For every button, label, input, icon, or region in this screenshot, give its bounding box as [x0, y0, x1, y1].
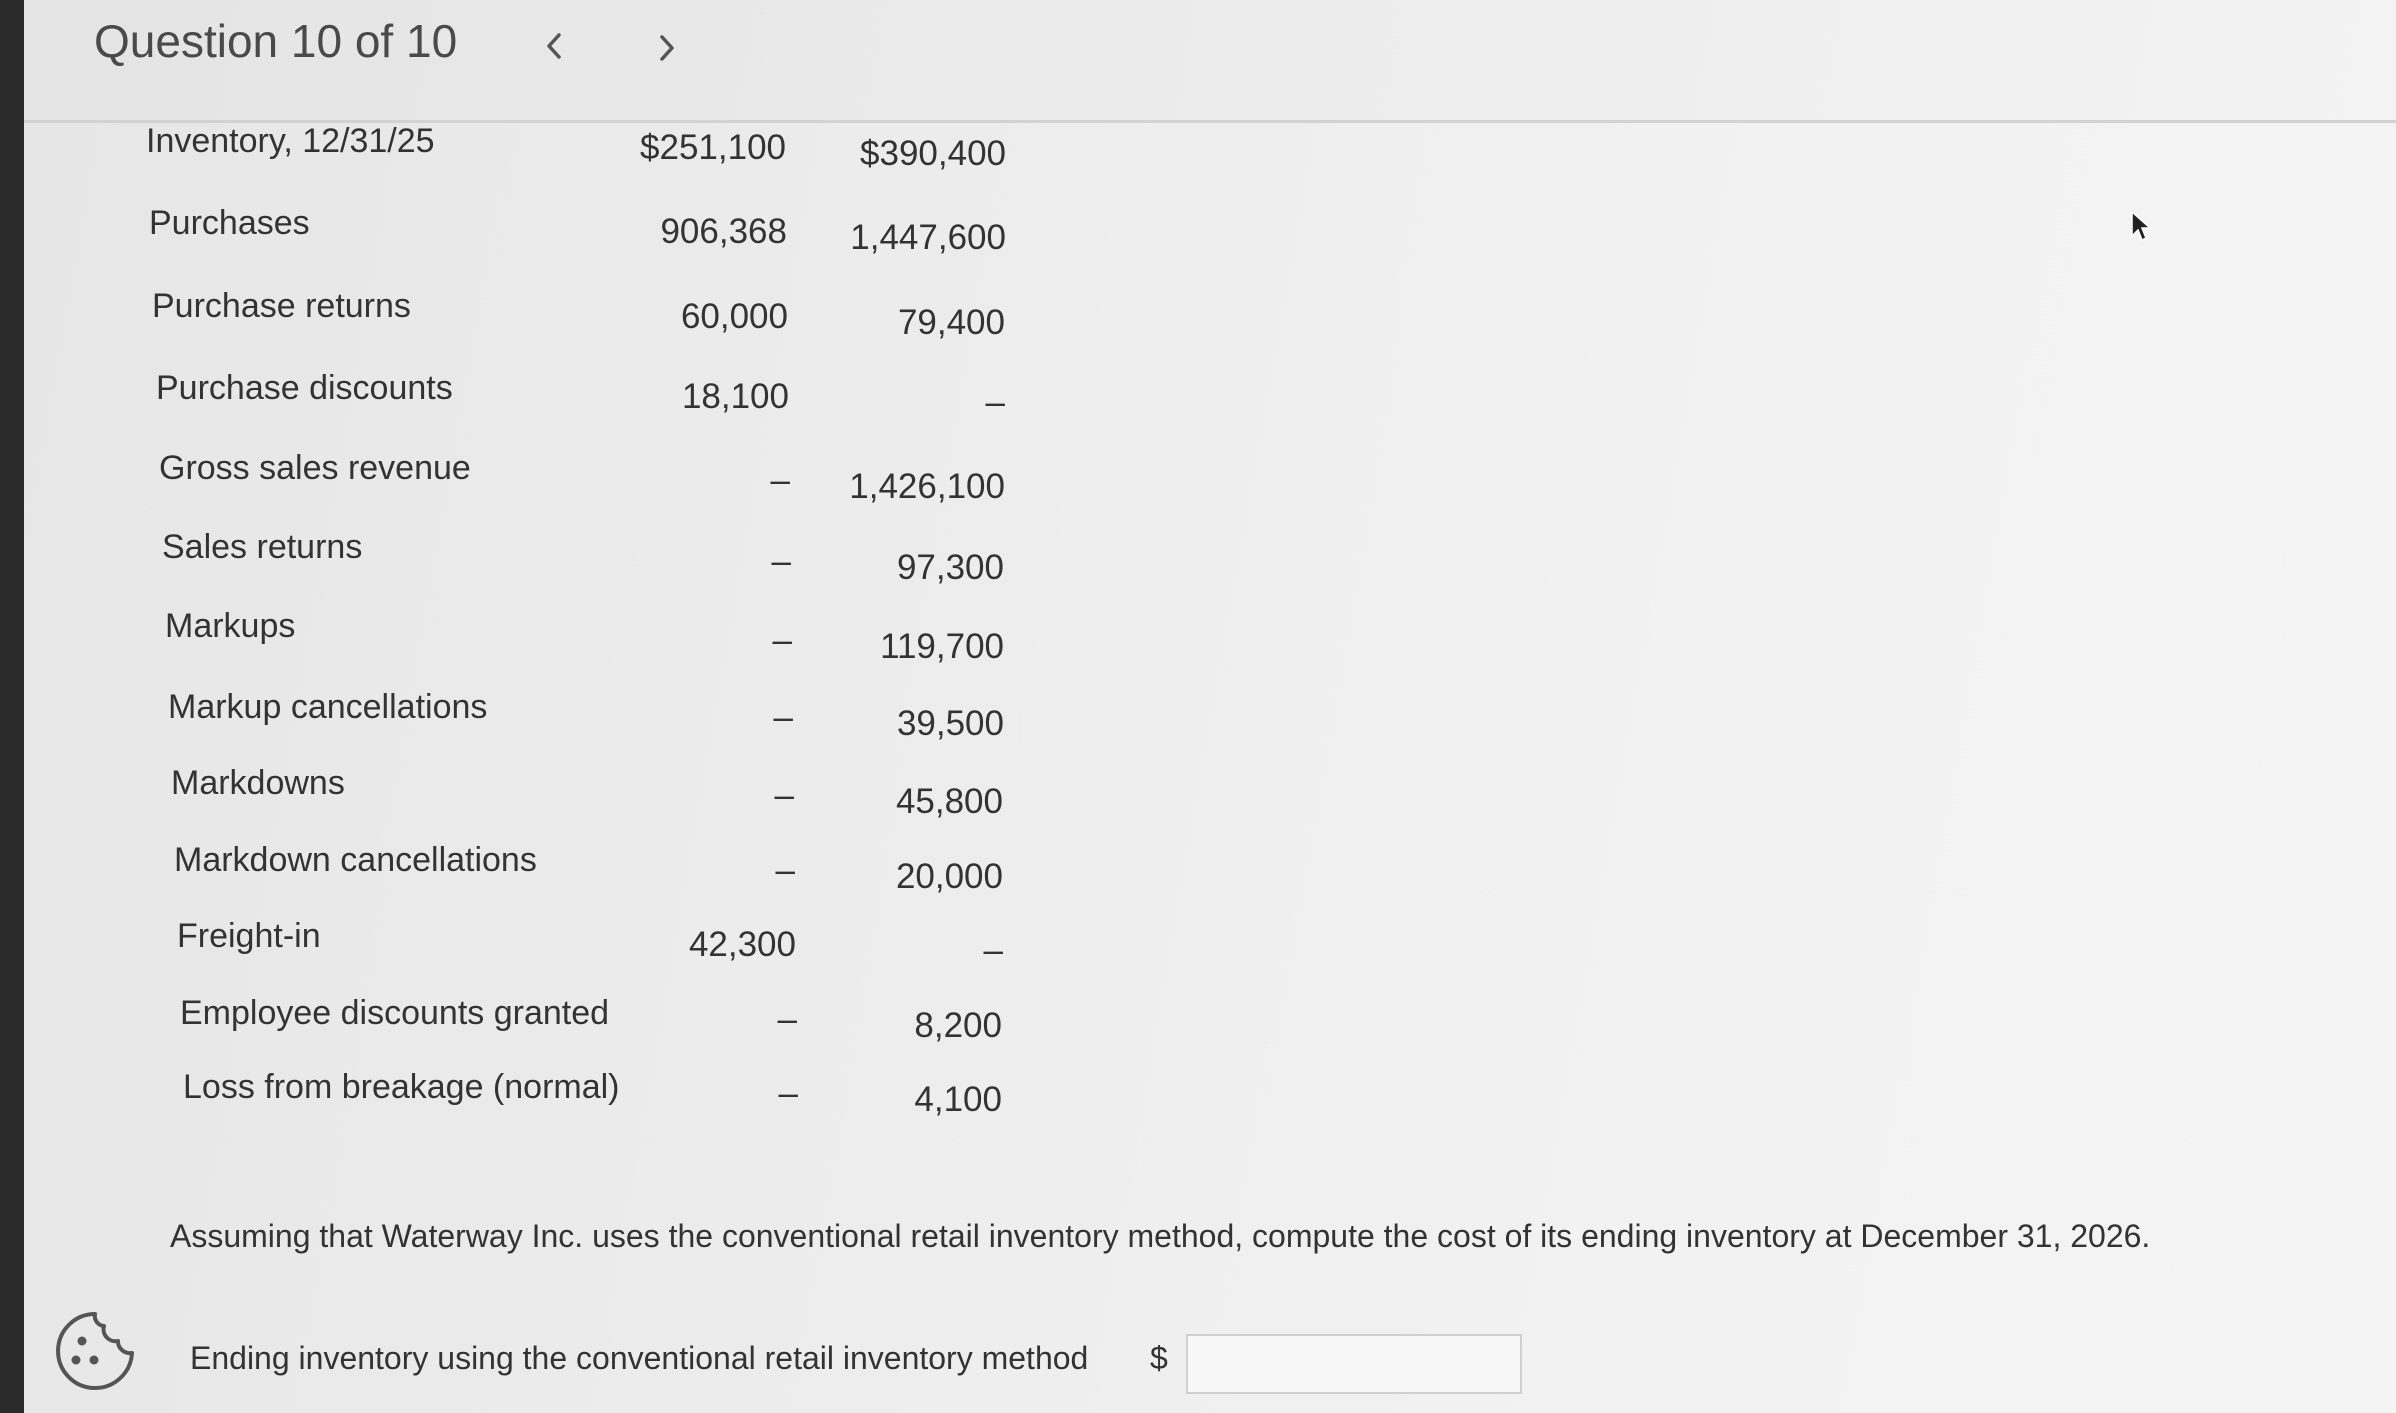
retail-cell: 39,500 — [896, 704, 1004, 743]
currency-symbol: $ — [1150, 1340, 1168, 1376]
retail-cell: 119,700 — [880, 627, 1004, 666]
question-counter: Question 10 of 10 — [94, 15, 458, 67]
cost-cell: 906,368 — [660, 212, 787, 251]
cost-cell: 60,000 — [680, 297, 788, 336]
cost-cell: – — [773, 698, 793, 737]
retail-cell: 1,426,100 — [849, 467, 1005, 506]
cookie-icon — [52, 1308, 138, 1394]
row-label: Markups — [165, 607, 296, 645]
row-label: Purchase discounts — [156, 369, 453, 407]
cost-cell: 42,300 — [688, 925, 796, 964]
retail-cell: 45,800 — [895, 782, 1003, 821]
row-label: Freight-in — [177, 917, 321, 955]
row-label: Sales returns — [162, 528, 363, 566]
row-label: Loss from breakage (normal) — [183, 1068, 620, 1106]
retail-cell: 97,300 — [896, 548, 1004, 587]
row-label: Gross sales revenue — [159, 449, 471, 487]
mouse-cursor-icon — [2128, 210, 2158, 246]
ending-inventory-input[interactable] — [1186, 1334, 1522, 1394]
row-label: Markup cancellations — [168, 688, 488, 726]
row-label: Inventory, 12/31/25 — [146, 122, 435, 160]
retail-cell: $390,400 — [860, 134, 1006, 173]
row-label: Employee discounts granted — [180, 994, 610, 1032]
row-label: Markdowns — [171, 764, 345, 802]
question-prompt: Assuming that Waterway Inc. uses the conventional retail inventory method, compute the cost of its ending inventory at December 31, 2026. — [170, 1218, 2151, 1254]
retail-cell: 20,000 — [895, 857, 1003, 896]
retail-cell: – — [985, 383, 1005, 422]
cost-cell: – — [778, 1074, 798, 1113]
inventory-data-table — [24, 0, 1224, 1200]
row-label: Markdown cancellations — [174, 841, 537, 879]
cost-cell: – — [770, 461, 790, 500]
cost-cell: – — [772, 621, 792, 660]
cost-cell: – — [777, 1000, 797, 1039]
cost-cell: – — [774, 776, 794, 815]
retail-cell: 79,400 — [897, 303, 1005, 342]
retail-cell: 4,100 — [914, 1080, 1002, 1119]
cost-cell: $251,100 — [640, 128, 786, 167]
retail-cell: – — [983, 931, 1003, 970]
screen — [24, 0, 2396, 1413]
cost-cell: 18,100 — [681, 377, 789, 416]
answer-label: Ending inventory using the conventional retail inventory method — [190, 1340, 1089, 1376]
retail-cell: 8,200 — [914, 1006, 1002, 1045]
row-label: Purchase returns — [152, 287, 411, 325]
row-label: Purchases — [149, 204, 310, 242]
retail-cell: 1,447,600 — [850, 218, 1006, 257]
cookie-settings-button[interactable] — [52, 1308, 138, 1394]
cost-cell: – — [775, 851, 795, 890]
cost-cell: – — [771, 542, 791, 581]
